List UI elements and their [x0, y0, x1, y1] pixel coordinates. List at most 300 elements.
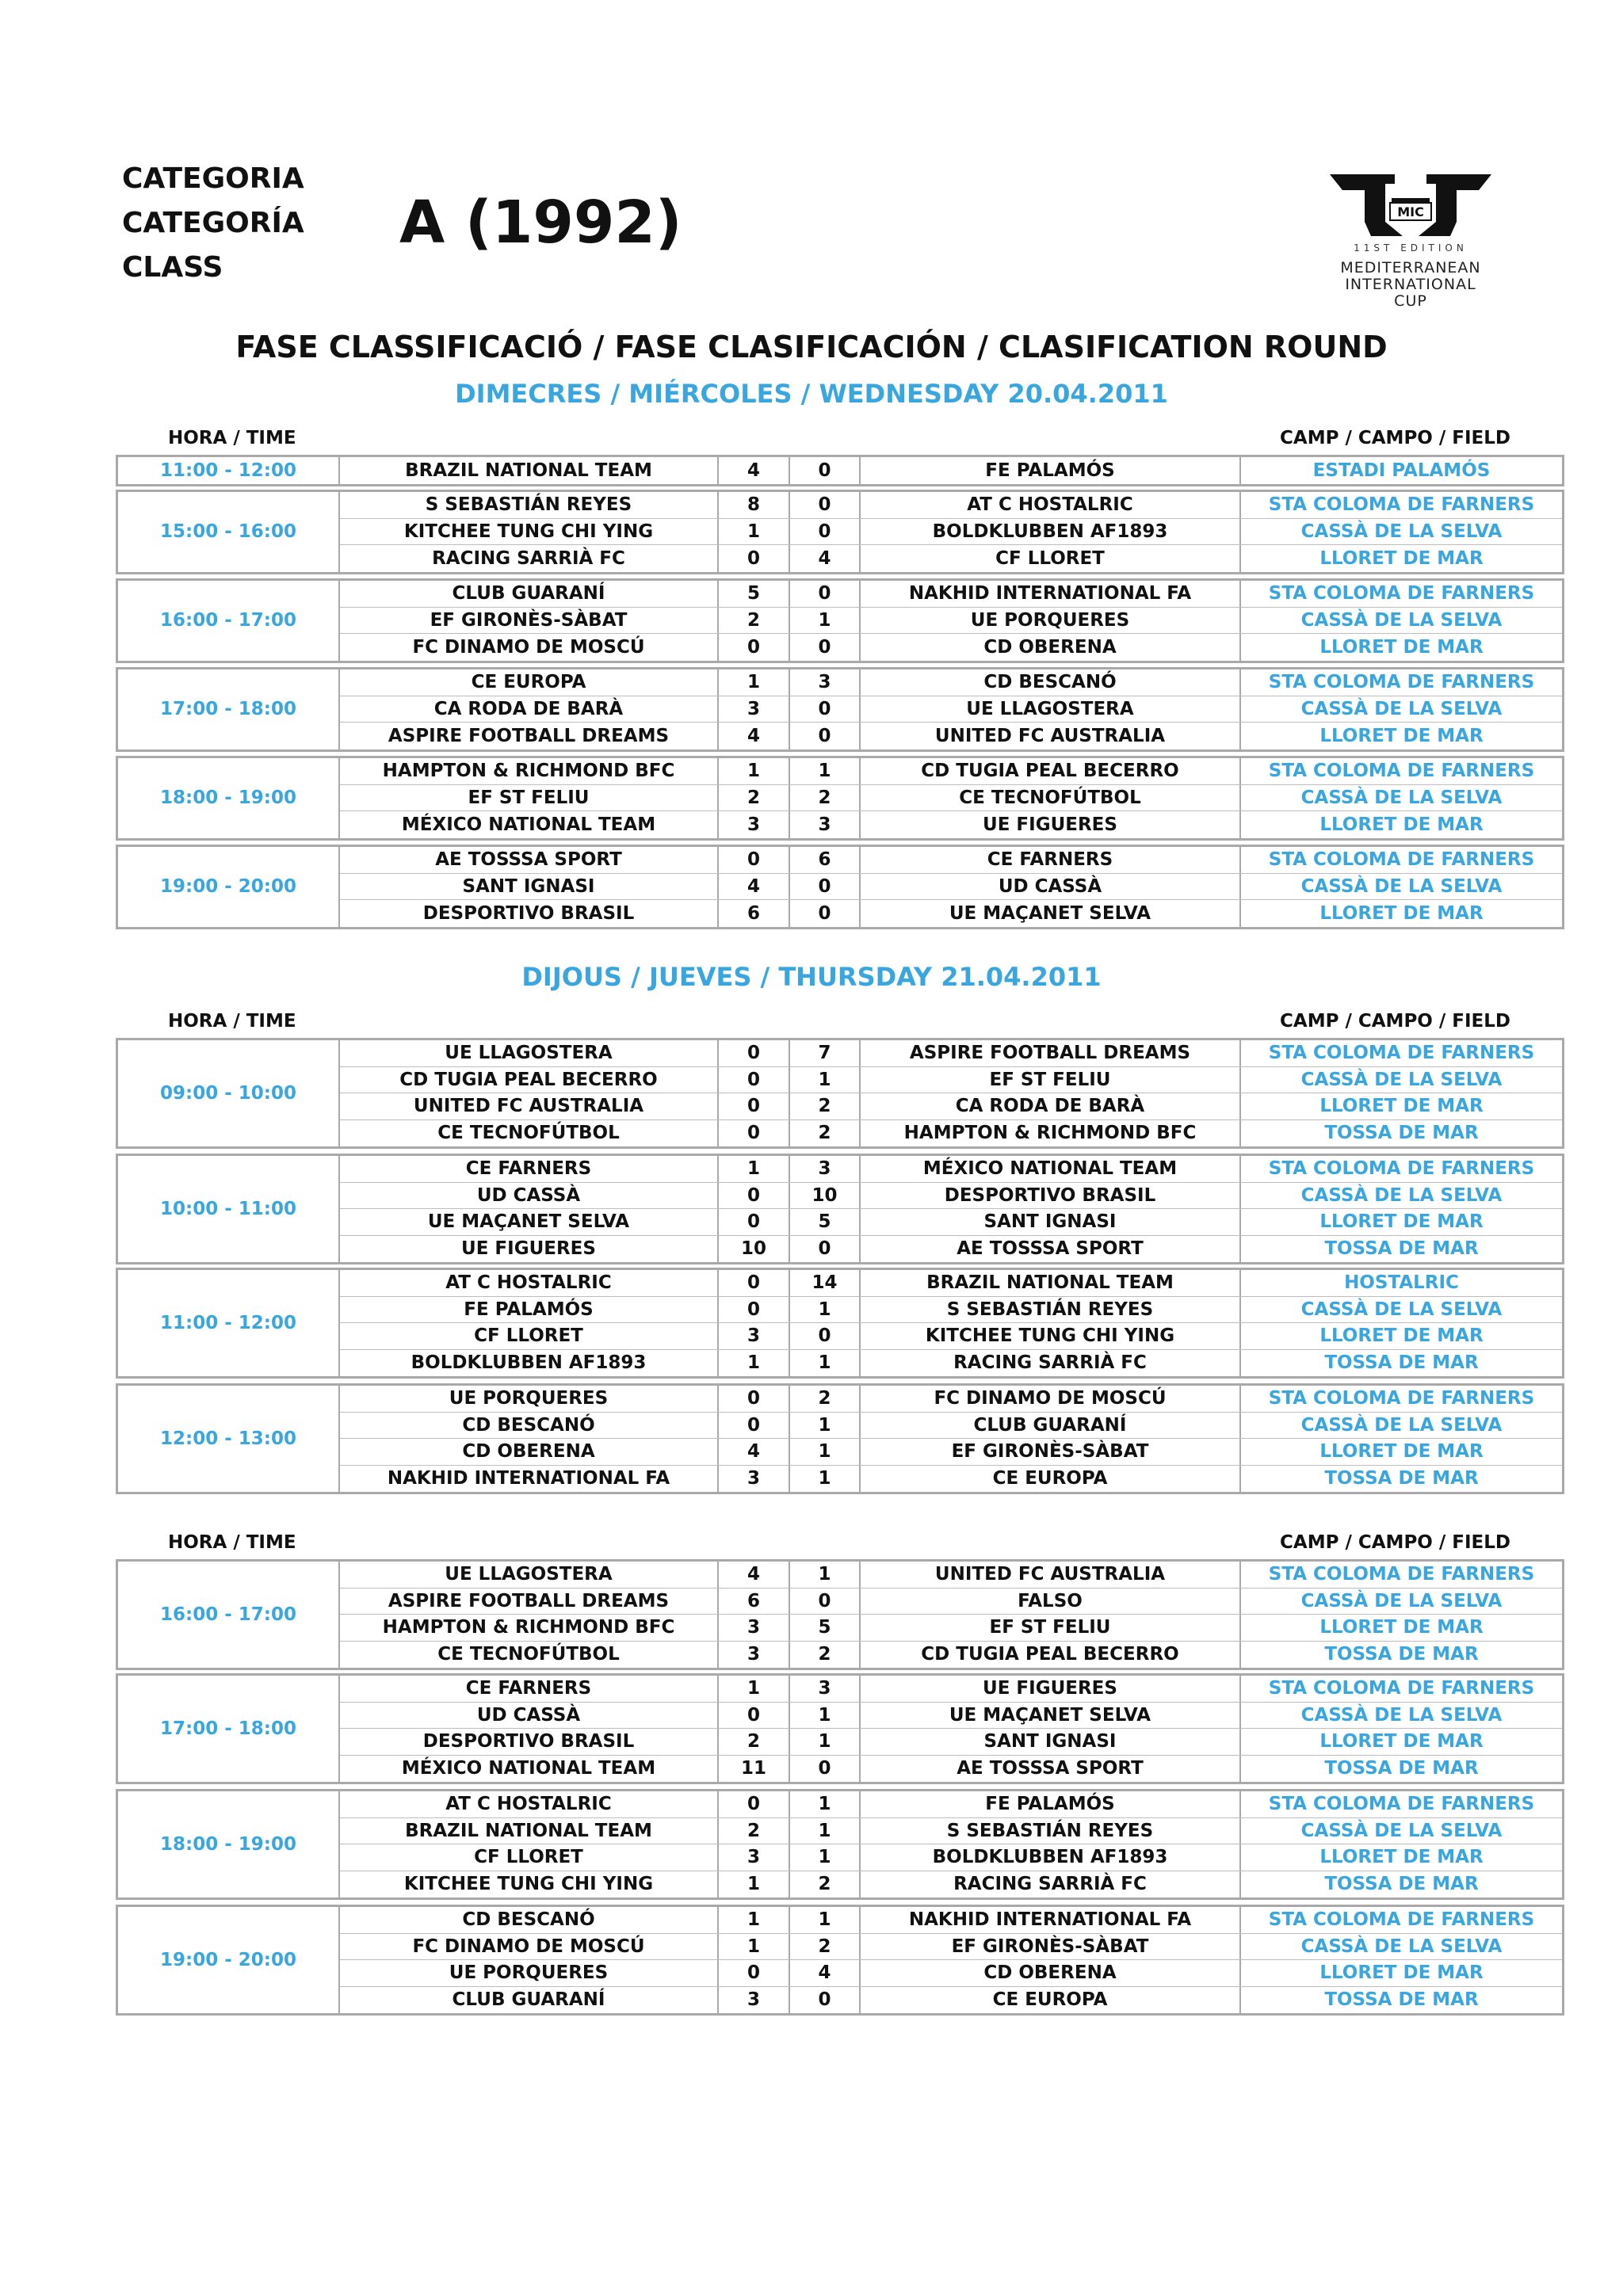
phase-title: FASE CLASSIFICACIÓ / FASE CLASIFICACIÓN / CLASIFICATION ROUND	[235, 330, 1388, 364]
match-list	[340, 492, 1562, 572]
away-team: HAMPTON & RICHMOND BFC	[861, 1120, 1241, 1147]
home-score: 1	[719, 1676, 790, 1702]
field-name: STA COLOMA DE FARNERS	[1268, 1909, 1535, 1931]
away-team: CD OBERENA	[861, 634, 1241, 661]
time-slot: 19:00 - 20:00	[118, 847, 340, 927]
away-score: 0	[790, 1236, 861, 1263]
field-name: TOSSA DE MAR	[1324, 1468, 1479, 1489]
field-name: STA COLOMA DE FARNERS	[1268, 672, 1535, 693]
home-team: ASPIRE FOOTBALL DREAMS	[340, 723, 719, 749]
home-team: UE FIGUERES	[340, 1236, 719, 1263]
time-slot: 16:00 - 17:00	[118, 581, 340, 661]
match-row	[340, 1236, 1562, 1263]
field-name: CASSÀ DE LA SELVA	[1300, 1184, 1503, 1206]
column-header-field: CAMP / CAMPO / FIELD	[1280, 428, 1510, 448]
home-score: 0	[719, 1703, 790, 1729]
field-name: LLORET DE MAR	[1319, 725, 1484, 746]
field-name: TOSSA DE MAR	[1324, 1644, 1479, 1665]
away-score: 0	[790, 492, 861, 518]
field-name: LLORET DE MAR	[1319, 1617, 1484, 1638]
match-row	[340, 811, 1562, 838]
field-name: STA COLOMA DE FARNERS	[1268, 1158, 1535, 1180]
match-row	[340, 1987, 1562, 2014]
away-team: UD CASSÀ	[861, 874, 1241, 900]
time-slot: 17:00 - 18:00	[118, 669, 340, 749]
mic-logo-mark	[1316, 166, 1506, 239]
category-labels	[122, 157, 304, 290]
away-team: RACING SARRIÀ FC	[861, 1871, 1241, 1898]
away-team: SANT IGNASI	[861, 1729, 1241, 1755]
away-team: UE LLAGOSTERA	[861, 696, 1241, 723]
match-row	[340, 581, 1562, 608]
time-slot-block	[116, 1383, 1564, 1494]
time-slot-block	[116, 845, 1564, 929]
time-slot-block	[116, 578, 1564, 663]
time-slot: 19:00 - 20:00	[118, 1907, 340, 2013]
match-row	[340, 1818, 1562, 1845]
away-score: 0	[790, 874, 861, 900]
away-score: 1	[790, 1907, 861, 1933]
time-slot: 10:00 - 11:00	[118, 1156, 340, 1262]
home-score: 3	[719, 1844, 790, 1871]
home-team: S SEBASTIÁN REYES	[340, 492, 719, 518]
time-slot-block	[116, 1673, 1564, 1784]
home-team: CE EUROPA	[340, 669, 719, 696]
logo-name-line: MEDITERRANEAN	[1340, 259, 1481, 277]
time-slot-block	[116, 1154, 1564, 1264]
match-row	[340, 545, 1562, 572]
away-team: KITCHEE TUNG CHI YING	[861, 1323, 1241, 1349]
home-score: 0	[719, 545, 790, 572]
time-slot: 12:00 - 13:00	[118, 1386, 340, 1492]
away-team: FE PALAMÓS	[861, 1791, 1241, 1817]
home-score: 1	[719, 1350, 790, 1377]
home-team: UE LLAGOSTERA	[340, 1562, 719, 1588]
field-name: HOSTALRIC	[1344, 1272, 1459, 1294]
home-team: FC DINAMO DE MOSCÚ	[340, 634, 719, 661]
field-name: TOSSA DE MAR	[1324, 1989, 1479, 2011]
time-slot: 11:00 - 12:00	[118, 457, 340, 484]
logo-mark-text: MIC	[1397, 204, 1424, 219]
match-row	[340, 1562, 1562, 1589]
home-team: UNITED FC AUSTRALIA	[340, 1093, 719, 1119]
home-score: 6	[719, 900, 790, 927]
column-header-time: HORA / TIME	[168, 428, 296, 448]
home-team: RACING SARRIÀ FC	[340, 545, 719, 572]
home-team: CE TECNOFÚTBOL	[340, 1642, 719, 1669]
away-score: 1	[790, 1297, 861, 1323]
away-score: 1	[790, 1729, 861, 1755]
field-name: CASSÀ DE LA SELVA	[1300, 698, 1503, 719]
away-team: CE EUROPA	[861, 1987, 1241, 2014]
home-score: 8	[719, 492, 790, 518]
day-title: DIJOUS / JUEVES / THURSDAY 21.04.2011	[521, 962, 1102, 992]
away-team: BRAZIL NATIONAL TEAM	[861, 1270, 1241, 1296]
home-score: 0	[719, 1209, 790, 1235]
field-name: TOSSA DE MAR	[1324, 1123, 1479, 1144]
match-row	[340, 1439, 1562, 1466]
field-name: CASSÀ DE LA SELVA	[1300, 1820, 1503, 1841]
away-score: 0	[790, 1756, 861, 1783]
away-score: 6	[790, 847, 861, 873]
field-name: TOSSA DE MAR	[1324, 1874, 1479, 1895]
home-score: 4	[719, 874, 790, 900]
away-score: 0	[790, 1323, 861, 1349]
away-team: CF LLORET	[861, 545, 1241, 572]
match-row	[340, 847, 1562, 874]
home-score: 2	[719, 608, 790, 634]
match-row	[340, 1960, 1562, 1987]
field-name: STA COLOMA DE FARNERS	[1268, 1678, 1535, 1699]
field-name: LLORET DE MAR	[1319, 636, 1484, 658]
home-team: EF ST FELIU	[340, 785, 719, 811]
day-title: DIMECRES / MIÉRCOLES / WEDNESDAY 20.04.2011	[455, 379, 1168, 409]
home-score: 0	[719, 1183, 790, 1209]
logo-name-line: INTERNATIONAL	[1345, 276, 1476, 293]
away-score: 0	[790, 696, 861, 723]
field-name: STA COLOMA DE FARNERS	[1268, 761, 1535, 782]
match-row	[340, 1729, 1562, 1756]
field-name: LLORET DE MAR	[1319, 1847, 1484, 1868]
home-score: 0	[719, 1067, 790, 1093]
column-header-time: HORA / TIME	[168, 1011, 296, 1032]
time-slot-block	[116, 1559, 1564, 1670]
match-row	[340, 1871, 1562, 1898]
away-team: NAKHID INTERNATIONAL FA	[861, 581, 1241, 607]
field-name: CASSÀ DE LA SELVA	[1300, 787, 1503, 808]
match-row	[340, 1040, 1562, 1067]
away-team: MÉXICO NATIONAL TEAM	[861, 1156, 1241, 1182]
home-team: CE TECNOFÚTBOL	[340, 1120, 719, 1147]
home-score: 4	[719, 723, 790, 749]
home-score: 0	[719, 1270, 790, 1296]
match-list	[340, 1562, 1562, 1668]
away-score: 0	[790, 1589, 861, 1615]
match-row	[340, 608, 1562, 635]
home-score: 0	[719, 1791, 790, 1817]
away-score: 3	[790, 811, 861, 838]
away-team: FE PALAMÓS	[861, 457, 1241, 484]
home-score: 2	[719, 785, 790, 811]
home-team: CD OBERENA	[340, 1439, 719, 1465]
away-team: AT C HOSTALRIC	[861, 492, 1241, 518]
field-name: LLORET DE MAR	[1319, 1731, 1484, 1753]
home-score: 4	[719, 457, 790, 484]
home-team: CLUB GUARANÍ	[340, 1987, 719, 2014]
away-score: 1	[790, 1413, 861, 1439]
away-score: 1	[790, 1350, 861, 1377]
match-row	[340, 1907, 1562, 1934]
home-team: CD BESCANÓ	[340, 1907, 719, 1933]
time-slot: 15:00 - 16:00	[118, 492, 340, 572]
time-slot-block	[116, 455, 1564, 486]
time-slot: 17:00 - 18:00	[118, 1676, 340, 1782]
home-team: UE MAÇANET SELVA	[340, 1209, 719, 1235]
away-team: AE TOSSSA SPORT	[861, 1236, 1241, 1263]
match-list	[340, 457, 1562, 484]
match-list	[340, 758, 1562, 838]
away-score: 1	[790, 1703, 861, 1729]
away-score: 2	[790, 785, 861, 811]
home-team: KITCHEE TUNG CHI YING	[340, 519, 719, 545]
away-score: 4	[790, 1960, 861, 1986]
time-slot-block	[116, 490, 1564, 574]
match-row	[340, 1703, 1562, 1730]
home-score: 1	[719, 1907, 790, 1933]
away-team: CD OBERENA	[861, 1960, 1241, 1986]
home-team: ASPIRE FOOTBALL DREAMS	[340, 1589, 719, 1615]
field-name: STA COLOMA DE FARNERS	[1268, 1794, 1535, 1815]
field-name: CASSÀ DE LA SELVA	[1300, 1936, 1503, 1957]
home-score: 3	[719, 1466, 790, 1493]
match-row	[340, 457, 1562, 484]
home-score: 2	[719, 1729, 790, 1755]
match-list	[340, 847, 1562, 927]
match-row	[340, 1844, 1562, 1871]
away-team: UE MAÇANET SELVA	[861, 900, 1241, 927]
away-team: CD TUGIA PEAL BECERRO	[861, 1642, 1241, 1669]
home-score: 1	[719, 519, 790, 545]
home-score: 4	[719, 1439, 790, 1465]
away-score: 0	[790, 519, 861, 545]
field-name: LLORET DE MAR	[1319, 1441, 1484, 1463]
home-score: 0	[719, 1297, 790, 1323]
home-team: UD CASSÀ	[340, 1703, 719, 1729]
field-name: CASSÀ DE LA SELVA	[1300, 1704, 1503, 1726]
away-team: EF ST FELIU	[861, 1615, 1241, 1641]
match-row	[340, 1589, 1562, 1615]
match-row	[340, 1791, 1562, 1818]
away-score: 1	[790, 1439, 861, 1465]
field-name: CASSÀ DE LA SELVA	[1300, 609, 1503, 631]
logo-edition: 11ST EDITION	[1354, 242, 1468, 254]
away-score: 2	[790, 1642, 861, 1669]
home-score: 10	[719, 1236, 790, 1263]
away-team: CLUB GUARANÍ	[861, 1413, 1241, 1439]
match-row	[340, 1934, 1562, 1961]
away-score: 0	[790, 457, 861, 484]
away-team: UNITED FC AUSTRALIA	[861, 723, 1241, 749]
home-score: 3	[719, 811, 790, 838]
home-score: 0	[719, 847, 790, 873]
away-score: 7	[790, 1040, 861, 1066]
match-row	[340, 1093, 1562, 1120]
away-team: S SEBASTIÁN REYES	[861, 1818, 1241, 1844]
home-score: 1	[719, 1156, 790, 1182]
away-team: NAKHID INTERNATIONAL FA	[861, 1907, 1241, 1933]
home-team: HAMPTON & RICHMOND BFC	[340, 758, 719, 784]
match-row	[340, 758, 1562, 785]
match-list	[340, 1270, 1562, 1376]
field-name: LLORET DE MAR	[1319, 1096, 1484, 1117]
match-list	[340, 1386, 1562, 1492]
home-score: 0	[719, 1093, 790, 1119]
away-team: FALSO	[861, 1589, 1241, 1615]
field-name: CASSÀ DE LA SELVA	[1300, 1299, 1503, 1320]
home-score: 0	[719, 634, 790, 661]
home-team: CF LLORET	[340, 1844, 719, 1871]
match-row	[340, 1067, 1562, 1094]
time-slot: 16:00 - 17:00	[118, 1562, 340, 1668]
field-name: CASSÀ DE LA SELVA	[1300, 521, 1503, 542]
home-team: CD BESCANÓ	[340, 1413, 719, 1439]
home-team: MÉXICO NATIONAL TEAM	[340, 811, 719, 838]
away-team: CA RODA DE BARÀ	[861, 1093, 1241, 1119]
away-score: 14	[790, 1270, 861, 1296]
away-team: BOLDKLUBBEN AF1893	[861, 519, 1241, 545]
away-team: ASPIRE FOOTBALL DREAMS	[861, 1040, 1241, 1066]
field-name: STA COLOMA DE FARNERS	[1268, 1388, 1535, 1409]
home-score: 0	[719, 1386, 790, 1412]
away-team: CE TECNOFÚTBOL	[861, 785, 1241, 811]
home-team: BRAZIL NATIONAL TEAM	[340, 457, 719, 484]
away-team: CE EUROPA	[861, 1466, 1241, 1493]
home-score: 3	[719, 1323, 790, 1349]
home-team: FE PALAMÓS	[340, 1297, 719, 1323]
match-row	[340, 1120, 1562, 1147]
field-name: STA COLOMA DE FARNERS	[1268, 494, 1535, 516]
match-row	[340, 723, 1562, 749]
time-slot-block	[116, 667, 1564, 752]
match-row	[340, 1386, 1562, 1413]
home-team: NAKHID INTERNATIONAL FA	[340, 1466, 719, 1493]
field-name: CASSÀ DE LA SELVA	[1300, 1069, 1503, 1090]
home-team: KITCHEE TUNG CHI YING	[340, 1871, 719, 1898]
away-score: 5	[790, 1209, 861, 1235]
home-score: 1	[719, 1934, 790, 1960]
column-header-field: CAMP / CAMPO / FIELD	[1280, 1532, 1510, 1553]
field-name: STA COLOMA DE FARNERS	[1268, 1564, 1535, 1585]
category-label-ca: CATEGORIA	[122, 162, 304, 195]
home-score: 6	[719, 1589, 790, 1615]
home-team: CD TUGIA PEAL BECERRO	[340, 1067, 719, 1093]
away-score: 5	[790, 1615, 861, 1641]
away-score: 10	[790, 1183, 861, 1209]
match-list	[340, 1156, 1562, 1262]
home-team: AE TOSSSA SPORT	[340, 847, 719, 873]
match-list	[340, 1791, 1562, 1897]
home-team: AT C HOSTALRIC	[340, 1791, 719, 1817]
away-team: UNITED FC AUSTRALIA	[861, 1562, 1241, 1588]
match-list	[340, 669, 1562, 749]
away-team: RACING SARRIÀ FC	[861, 1350, 1241, 1377]
away-score: 1	[790, 758, 861, 784]
time-slot-block	[116, 756, 1564, 841]
home-team: CLUB GUARANÍ	[340, 581, 719, 607]
match-row	[340, 1270, 1562, 1297]
column-header-field: CAMP / CAMPO / FIELD	[1280, 1011, 1510, 1032]
away-score: 1	[790, 1466, 861, 1493]
away-team: BOLDKLUBBEN AF1893	[861, 1844, 1241, 1871]
home-score: 0	[719, 1413, 790, 1439]
away-team: S SEBASTIÁN REYES	[861, 1297, 1241, 1323]
match-row	[340, 1183, 1562, 1210]
match-row	[340, 1413, 1562, 1440]
field-name: ESTADI PALAMÓS	[1312, 460, 1491, 481]
field-name: LLORET DE MAR	[1319, 902, 1484, 924]
home-team: CE FARNERS	[340, 1156, 719, 1182]
category-label-en: CLASS	[122, 251, 223, 284]
field-name: CASSÀ DE LA SELVA	[1300, 1414, 1503, 1436]
home-team: DESPORTIVO BRASIL	[340, 900, 719, 927]
field-name: TOSSA DE MAR	[1324, 1238, 1479, 1260]
away-score: 0	[790, 581, 861, 607]
mic-logo	[1316, 166, 1506, 317]
away-score: 1	[790, 1818, 861, 1844]
logo-name	[1316, 260, 1506, 310]
match-row	[340, 1156, 1562, 1183]
field-name: STA COLOMA DE FARNERS	[1268, 1043, 1535, 1064]
away-team: EF GIRONÈS-SÀBAT	[861, 1934, 1241, 1960]
time-slot-block	[116, 1905, 1564, 2016]
match-row	[340, 492, 1562, 519]
away-team: EF GIRONÈS-SÀBAT	[861, 1439, 1241, 1465]
field-name: LLORET DE MAR	[1319, 1211, 1484, 1233]
home-team: BOLDKLUBBEN AF1893	[340, 1350, 719, 1377]
home-team: FC DINAMO DE MOSCÚ	[340, 1934, 719, 1960]
match-row	[340, 1209, 1562, 1236]
away-score: 2	[790, 1386, 861, 1412]
away-score: 1	[790, 608, 861, 634]
time-slot: 09:00 - 10:00	[118, 1040, 340, 1146]
away-score: 1	[790, 1067, 861, 1093]
away-team: CD BESCANÓ	[861, 669, 1241, 696]
away-score: 0	[790, 900, 861, 927]
away-team: SANT IGNASI	[861, 1209, 1241, 1235]
match-row	[340, 785, 1562, 812]
field-name: LLORET DE MAR	[1319, 814, 1484, 835]
match-row	[340, 1297, 1562, 1324]
home-score: 3	[719, 1615, 790, 1641]
match-row	[340, 900, 1562, 927]
away-team: AE TOSSSA SPORT	[861, 1756, 1241, 1783]
match-row	[340, 1350, 1562, 1377]
field-name: LLORET DE MAR	[1319, 547, 1484, 569]
time-slot: 18:00 - 19:00	[118, 1791, 340, 1897]
home-team: CA RODA DE BARÀ	[340, 696, 719, 723]
away-team: CD TUGIA PEAL BECERRO	[861, 758, 1241, 784]
match-row	[340, 874, 1562, 901]
away-score: 0	[790, 1987, 861, 2014]
match-row	[340, 669, 1562, 696]
match-list	[340, 1676, 1562, 1782]
field-name: CASSÀ DE LA SELVA	[1300, 1590, 1503, 1611]
column-header-time: HORA / TIME	[168, 1532, 296, 1553]
match-row	[340, 1756, 1562, 1783]
match-row	[340, 634, 1562, 661]
home-score: 3	[719, 696, 790, 723]
time-slot: 11:00 - 12:00	[118, 1270, 340, 1376]
away-score: 2	[790, 1120, 861, 1147]
away-team: UE MAÇANET SELVA	[861, 1703, 1241, 1729]
away-team: DESPORTIVO BRASIL	[861, 1183, 1241, 1209]
time-slot-block	[116, 1038, 1564, 1149]
away-team: UE FIGUERES	[861, 811, 1241, 838]
match-row	[340, 519, 1562, 546]
match-list	[340, 1040, 1562, 1146]
home-score: 11	[719, 1756, 790, 1783]
match-row	[340, 1615, 1562, 1642]
home-team: UD CASSÀ	[340, 1183, 719, 1209]
away-score: 1	[790, 1844, 861, 1871]
home-team: UE PORQUERES	[340, 1386, 719, 1412]
home-score: 0	[719, 1120, 790, 1147]
away-score: 2	[790, 1871, 861, 1898]
home-team: CE FARNERS	[340, 1676, 719, 1702]
home-score: 0	[719, 1960, 790, 1986]
home-team: MÉXICO NATIONAL TEAM	[340, 1756, 719, 1783]
home-score: 4	[719, 1562, 790, 1588]
